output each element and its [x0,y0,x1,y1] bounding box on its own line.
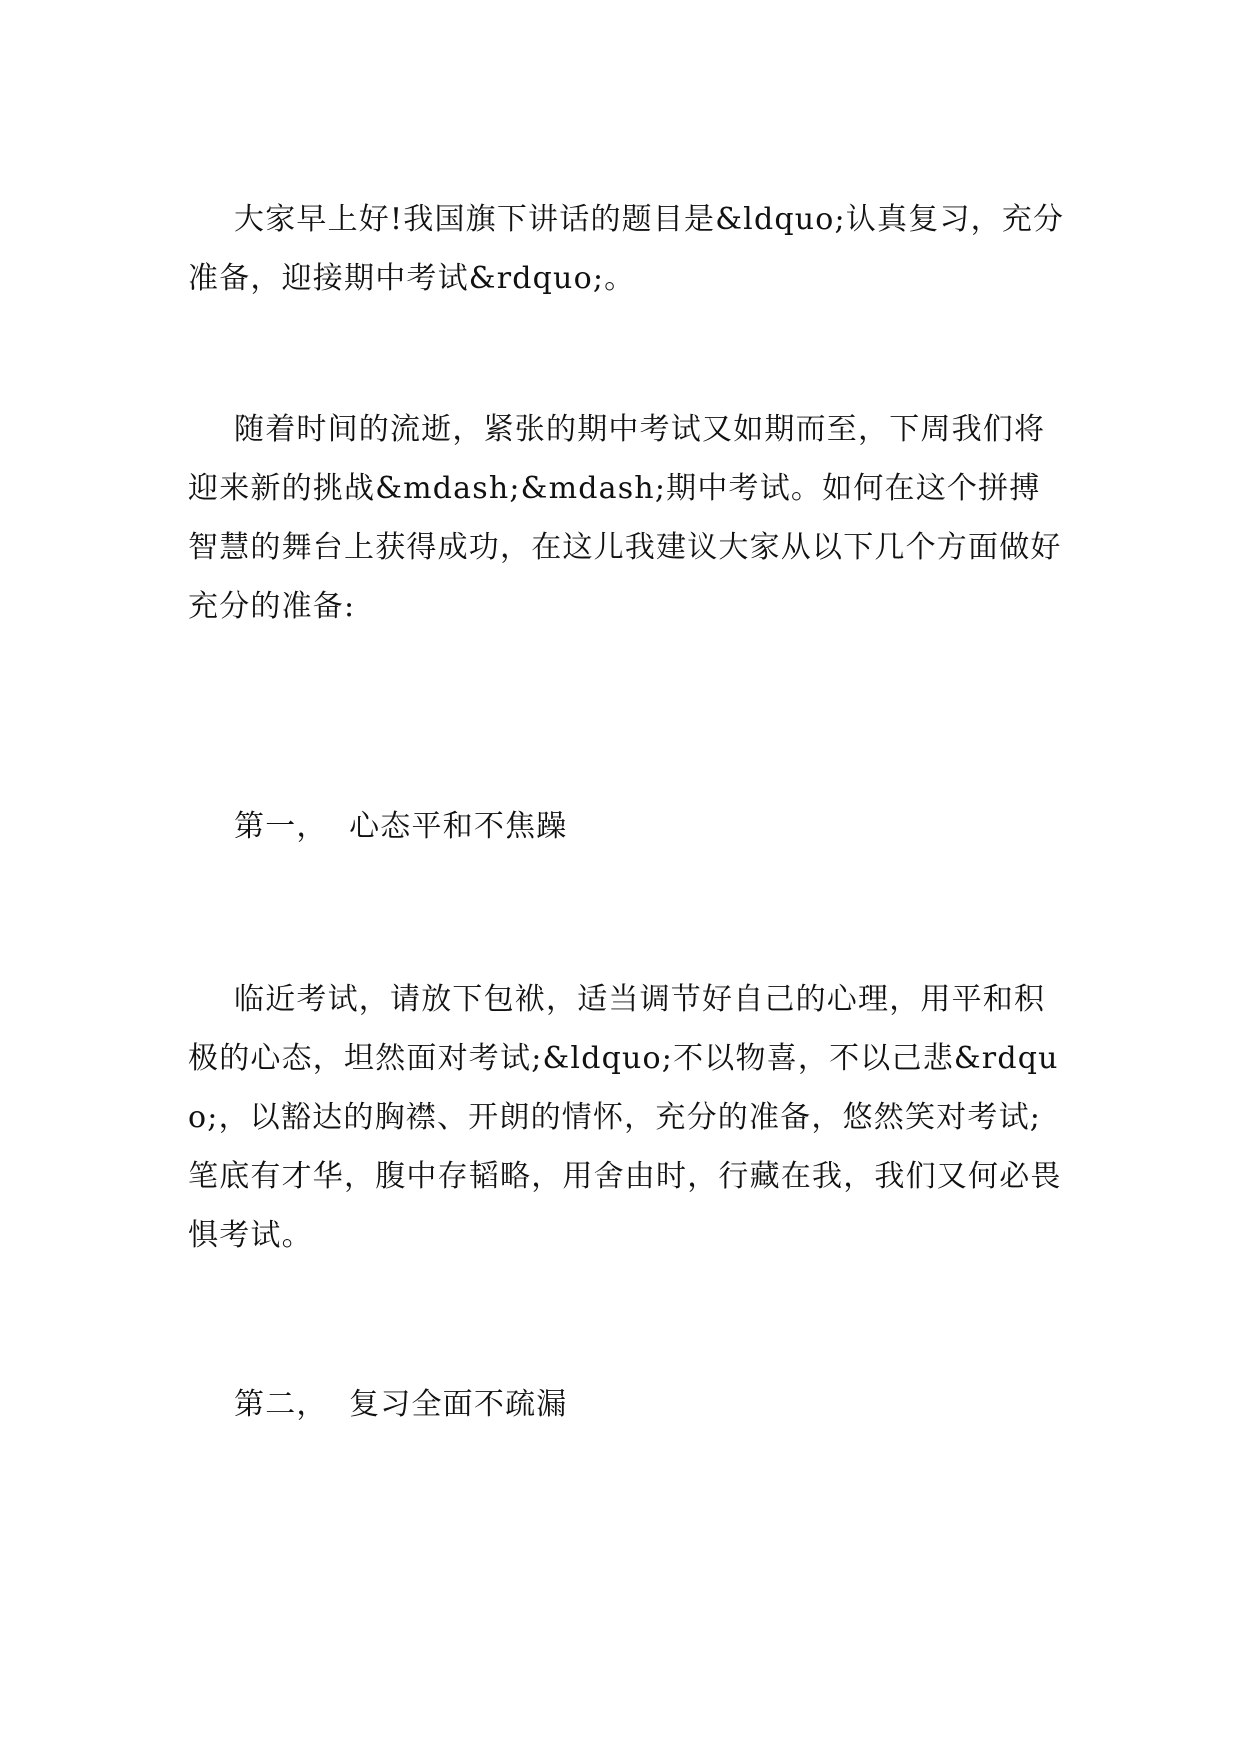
section-heading-second: 第二， 复习全面不疏漏 [234,1387,568,1422]
paragraph-first-point: 临近考试，请放下包袱，适当调节好自己的心理，用平和积极的心态，坦然面对考试;&ldquo;不以物喜，不以己悲&rdquo;，以豁达的胸襟、开朗的情怀，充分的准备，悠然笑对考试;笔底有才华，腹中存韬略，用舍由时，行藏在我，我们又何必畏惧考试。 [188,982,1062,1253]
paragraph-introduction: 随着时间的流逝，紧张的期中考试又如期而至，下周我们将迎来新的挑战&mdash;&mdash;期中考试。如何在这个拼搏智慧的舞台上获得成功，在这儿我建议大家从以下几个方面做好充分的准备: [188,412,1062,624]
section-heading-first: 第一， 心态平和不焦躁 [234,809,568,844]
paragraph-greeting: 大家早上好!我国旗下讲话的题目是&ldquo;认真复习，充分准备，迎接期中考试&rdquo;。 [188,202,1065,296]
